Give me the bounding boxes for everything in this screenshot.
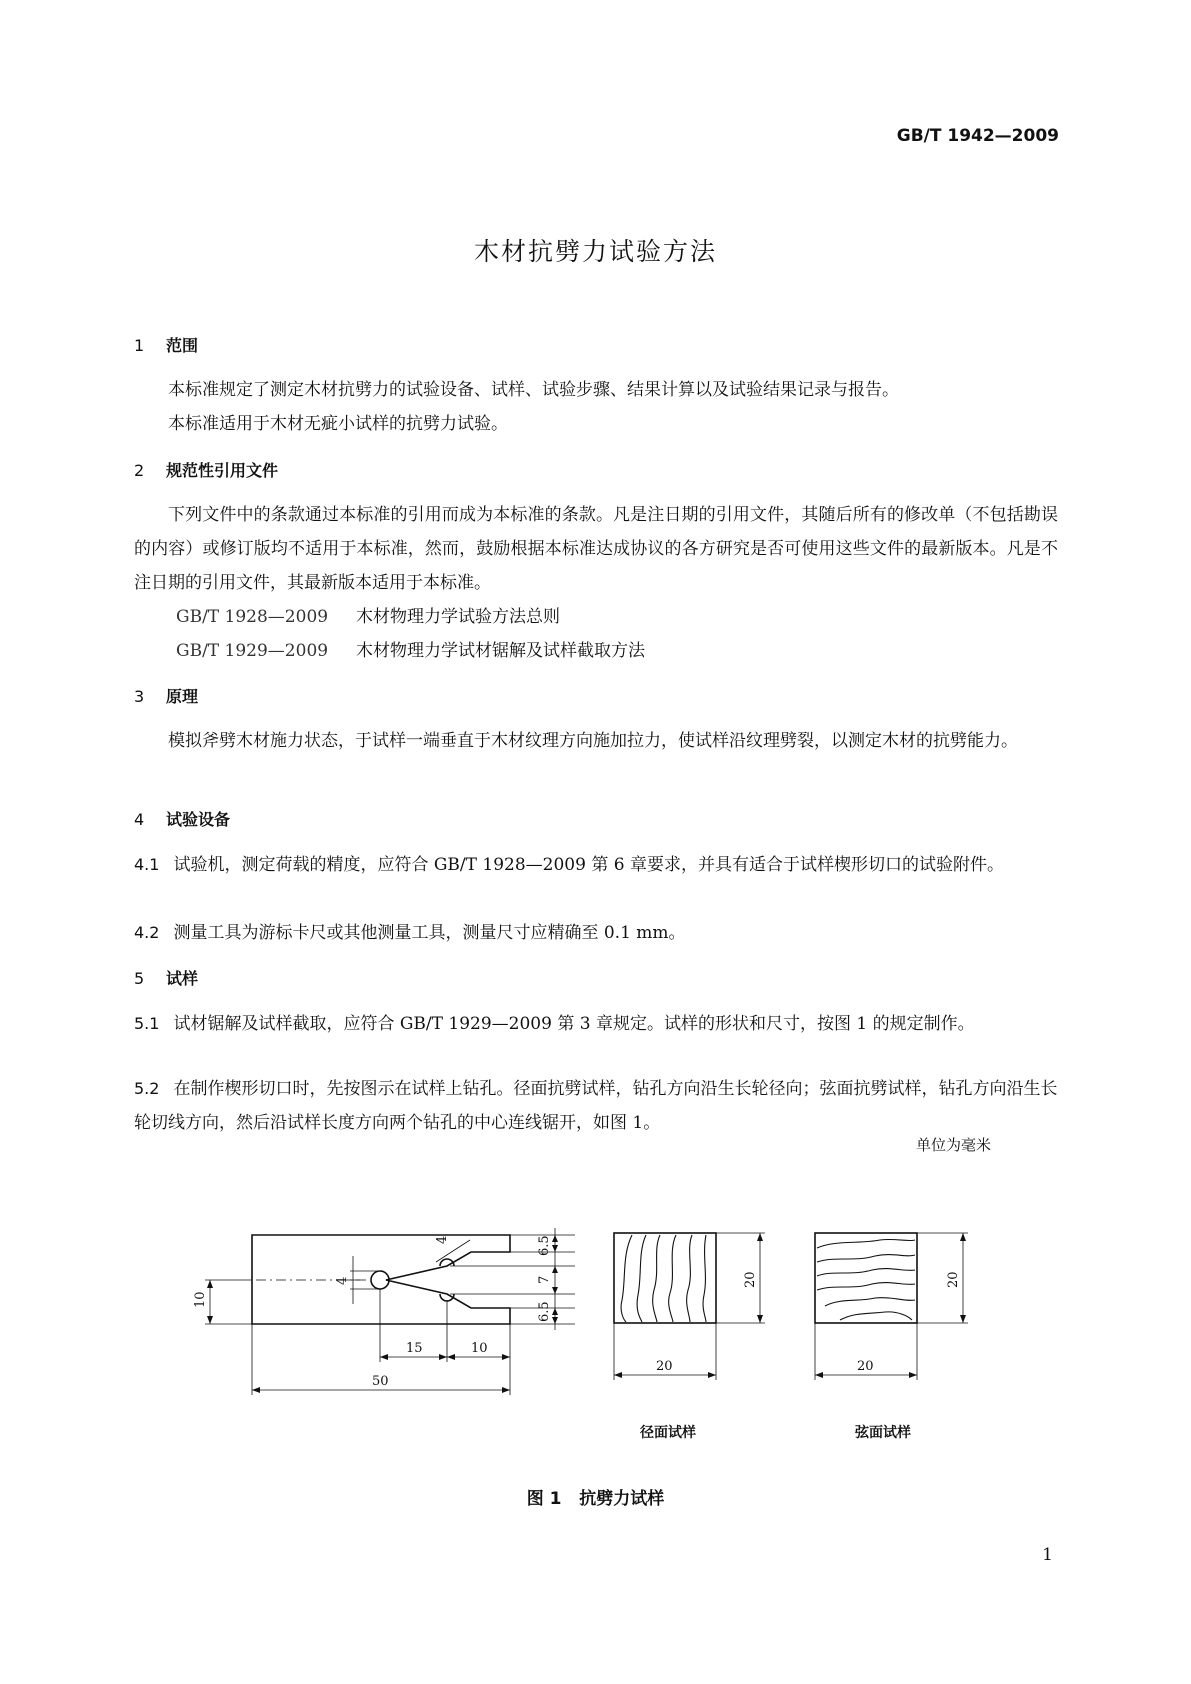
- paragraph: 模拟斧劈木材施力状态，于试样一端垂直于木材纹理方向施加拉力，使试样沿纹理劈裂，以测定木材的抗劈能力。: [168, 731, 1018, 751]
- dim-label: 7: [537, 1275, 552, 1284]
- page-number: 1: [1042, 1545, 1053, 1565]
- section-number: 4: [134, 810, 145, 829]
- figure-title: 抗劈力试样: [579, 1489, 665, 1509]
- specimen-side-view: [252, 1235, 510, 1324]
- section-number: 1: [134, 336, 145, 355]
- dim-label: 4: [335, 1276, 350, 1285]
- section-title: 原理: [166, 687, 199, 706]
- paragraph: 本标准适用于木材无疵小试样的抗劈力试验。: [168, 414, 508, 434]
- reference-code: GB/T 1929—2009: [176, 641, 329, 661]
- dim-label: 15: [406, 1341, 423, 1356]
- standard-code: GB/T 1942—2009: [896, 126, 1059, 146]
- radial-specimen: [614, 1233, 716, 1323]
- dim-label: 20: [857, 1359, 874, 1374]
- clause-number: 4.1: [134, 855, 160, 874]
- unit-note: 单位为毫米: [915, 1136, 991, 1154]
- figure-caption: [0, 1484, 1191, 1509]
- clause-number: 4.2: [134, 923, 160, 942]
- reference-name: 木材物理力学试验方法总则: [356, 607, 560, 627]
- dim-label: 6.5: [537, 1235, 552, 1256]
- clause-number: 5.2: [134, 1079, 160, 1098]
- clause-number: 5.1: [134, 1014, 160, 1033]
- dim-label: 20: [656, 1359, 673, 1374]
- dimension-arrows: [207, 1235, 558, 1393]
- section-number: 5: [134, 969, 145, 988]
- radial-specimen-label: 径面试样: [640, 1425, 696, 1441]
- paragraph: 下列文件中的条款通过本标准的引用而成为本标准的条款。凡是注日期的引用文件，其随后所有的修改单（不包括勘误的内容）或修订版均不适用于本标准，然而，鼓励根据本标准达成协议的各方研究是否可使用这些文件的最新版本。凡是不注日期的引用文件，其最新版本适用于本标准。: [134, 505, 1058, 593]
- page-title: 木材抗劈力试验方法: [473, 237, 717, 266]
- dim-label: 10: [471, 1341, 488, 1356]
- section-number: 3: [134, 687, 145, 706]
- section-number: 2: [134, 461, 145, 480]
- clause-text: 测量工具为游标卡尺或其他测量工具，测量尺寸应精确至 0.1 mm。: [173, 923, 686, 943]
- section-title: 范围: [166, 336, 199, 355]
- dim-label: 50: [372, 1374, 389, 1389]
- dim-label: 4: [435, 1235, 450, 1244]
- dim-label: 6.5: [537, 1301, 552, 1322]
- clause-text: 试验机，测定荷载的精度，应符合 GB/T 1928—2009 第 6 章要求，并具有适合于试样楔形切口的试验附件。: [173, 855, 1004, 875]
- reference-name: 木材物理力学试材锯解及试样截取方法: [356, 641, 645, 661]
- clause-text: 试材锯解及试样截取，应符合 GB/T 1929—2009 第 3 章规定。试样的形状和尺寸，按图 1 的规定制作。: [173, 1014, 975, 1034]
- dim-label: 20: [946, 1271, 961, 1288]
- dim-label: 10: [193, 1291, 208, 1308]
- dimension-labels: [193, 1235, 961, 1389]
- figure-number: 图 1: [526, 1489, 562, 1509]
- section-title: 规范性引用文件: [166, 461, 279, 480]
- clause-text: 在制作楔形切口时，先按图示在试样上钻孔。径面抗劈试样，钻孔方向沿生长轮径向；弦面抗劈试样，钻孔方向沿生长轮切线方向，然后沿试样长度方向两个钻孔的中心连线锯开，如图 1。: [134, 1079, 1058, 1133]
- tangential-specimen-label: 弦面试样: [855, 1425, 911, 1441]
- dim-label: 20: [743, 1271, 758, 1288]
- tangential-specimen: [815, 1233, 917, 1323]
- reference-code: GB/T 1928—2009: [176, 607, 329, 627]
- section-title: 试验设备: [166, 810, 231, 829]
- paragraph: 本标准规定了测定木材抗劈力的试验设备、试样、试验步骤、结果计算以及试验结果记录与报告。: [168, 380, 899, 400]
- section-title: 试样: [166, 969, 199, 988]
